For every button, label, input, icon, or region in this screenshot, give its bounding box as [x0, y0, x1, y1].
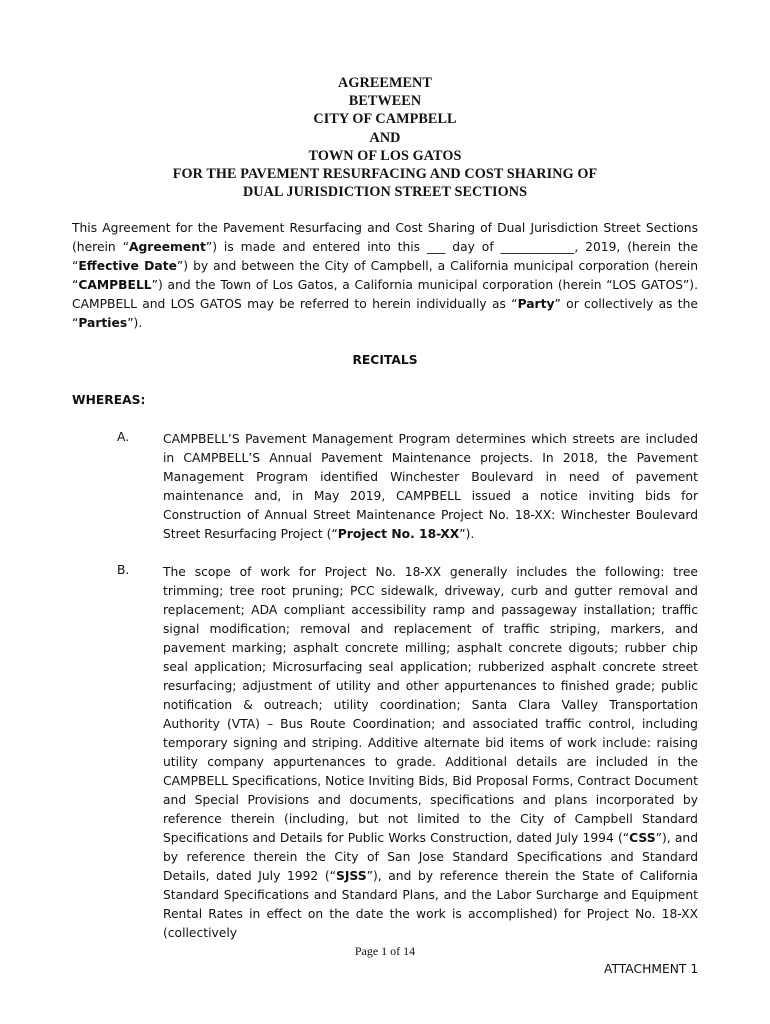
recitals-heading: RECITALS: [352, 353, 418, 367]
title-line: TOWN OF LOS GATOS: [308, 147, 462, 164]
intro-text: ”).: [127, 316, 143, 330]
recital-a-paragraph: [163, 430, 698, 544]
intro-text: This Agreement for the Pavement Resurfacing and Cost Sharing of Dual Jurisdiction Street Sections (herein “: [72, 221, 698, 254]
title-line: AND: [369, 129, 401, 146]
recital-b-letter: B.: [117, 563, 130, 577]
defined-term: SJSS: [336, 869, 367, 883]
recital-text: CAMPBELL’S Pavement Management Program determines which streets are included in CAMPBELL’S Annual Pavement Maintenance projects. In 2018, the Pavement Management Program identified Winchester Boulevard in need of pavement maintenance and, in May 2019, CAMPBELL issued a notice inviting bids for Construction of Annual Street Maintenance Project No. 18-XX: Winchester Boulevard Street Resurfacing Project (“: [163, 432, 698, 541]
whereas-heading: WHEREAS:: [72, 393, 146, 407]
attachment-label: ATTACHMENT 1: [604, 962, 699, 976]
title-line: AGREEMENT: [338, 75, 432, 91]
title-line: BETWEEN: [348, 93, 422, 110]
title-line: FOR THE PAVEMENT RESURFACING AND COST SHARING OF: [172, 166, 598, 183]
recital-a-letter: A.: [117, 430, 130, 444]
defined-term: Parties: [78, 316, 128, 330]
intro-text: ”) by and between the City of Campbell, a California municipal corporation (herein “: [72, 259, 699, 292]
recital-text: ”), and by reference therein the State of California Standard Specifications and Standard Plans, and the Labor Surcharge and Equipment Rental Rates in effect on the date the work is accomplished) for Project No. 18-XX (collectively: [163, 869, 698, 940]
recital-text: ”), and by reference therein the City of San Jose Standard Specifications and Standard Details, dated July 1992 (“: [163, 831, 698, 883]
agreement-title: [120, 74, 650, 201]
recital-b-paragraph: [163, 563, 698, 943]
title-line: CITY OF CAMPBELL: [313, 111, 457, 128]
defined-term: CAMPBELL: [78, 278, 152, 292]
defined-term: Effective Date: [78, 259, 177, 273]
intro-text: ”) and the Town of Los Gatos, a California municipal corporation (herein “LOS GATOS”). CAMPBELL and LOS GATOS may be referred to herein individually as “: [72, 278, 698, 311]
defined-term: Party: [517, 297, 555, 311]
intro-paragraph: [72, 219, 698, 333]
defined-term: Project No. 18-XX: [337, 527, 460, 541]
page-number: Page 1 of 14: [354, 944, 416, 958]
intro-text: ” or collectively as the “: [72, 297, 698, 330]
defined-term: Agreement: [128, 240, 206, 254]
intro-text: ”) is made and entered into this ___ day of ____________, 2019, (herein the “: [72, 240, 698, 273]
title-line: DUAL JURISDICTION STREET SECTIONS: [242, 184, 528, 201]
recital-text: ”).: [459, 527, 475, 541]
defined-term: CSS: [629, 831, 656, 845]
recital-text: The scope of work for Project No. 18-XX generally includes the following: tree trimming; tree root pruning; PCC sidewalk, driveway, curb and gutter removal and replacement; ADA compliant accessibility ramp and passageway installation; traffic signal modification; removal and replacement of traffic striping, markers, and pavement marking; asphalt concrete milling; asphalt concrete digouts; rubber chip seal application; Microsurfacing seal application; rubberized asphalt concrete street resurfacing; adjustment of utility and other appurtenances to finished grade; public notification & outreach; utility coordination; Santa Clara Valley Transportation Authority (VTA) – Bus Route Coordination; and associated traffic control, including temporary signing and striping. Additive alternate bid items of work include: raising utility company appurtenances to grade. Additional details are included in the CAMPBELL Specifications, Notice Inviting Bids, Bid Proposal Forms, Contract Document and Special Provisions and documents, specifications and plans incorporated by reference therein (including, but not limited to the City of Campbell Standard Specifications and Details for Public Works Construction, dated July 1994 (“: [163, 565, 698, 845]
